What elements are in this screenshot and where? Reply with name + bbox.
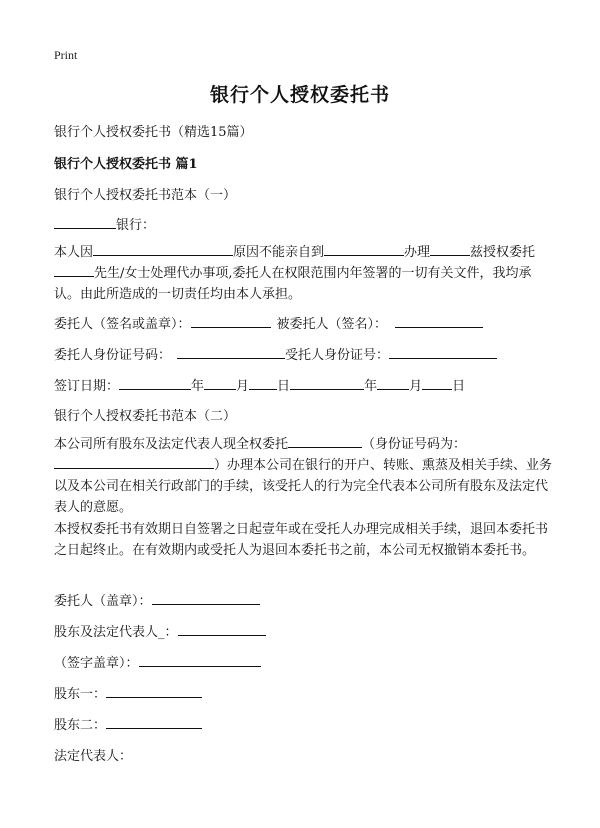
trustee-id-blank[interactable] [54, 455, 214, 469]
year-label-2: 年 [364, 379, 378, 394]
shareholder-2-label: 股东二： [54, 718, 107, 733]
validity-paragraph: 本授权委托书有效期日自签署之日起壹年或在受托人办理完成相关手续，退回本委托书之日起终止。在有效期内或受托人为退回本委托书之前，本公司无权撤销本委托书。 [54, 522, 549, 558]
matter-blank[interactable] [430, 242, 470, 256]
shareholder-2-blank[interactable] [106, 715, 202, 729]
month-label-2: 月 [409, 379, 423, 394]
template-heading-2: 银行个人授权委托书范本（二） [54, 409, 237, 424]
bank-line [54, 214, 155, 233]
sign-seal-blank[interactable] [139, 653, 261, 667]
agent-id-label: 受托人身份证号： [285, 348, 390, 363]
end-year-blank[interactable] [290, 376, 364, 390]
agent-signature-blank[interactable] [395, 314, 483, 328]
date-row [54, 375, 465, 394]
shareholders-rep-label: 股东及法定代表人_： [54, 625, 178, 640]
document-subtitle: 银行个人授权委托书（精选15篇） [54, 125, 253, 140]
agent-signature-label: 被委托人（签名）： [276, 317, 388, 332]
entrustor-seal-label: 委托人（盖章）： [54, 594, 152, 609]
p2-text-b: （身份证号码为： [362, 437, 467, 452]
legal-rep-row [54, 745, 132, 764]
end-month-blank[interactable] [377, 376, 409, 390]
entrustor-seal-row [54, 590, 260, 609]
authorization-paragraph-1 [54, 242, 554, 305]
entrustor-signature-label: 委托人（签名或盖章）： [54, 317, 191, 332]
day-label: 日 [277, 379, 291, 394]
bank-line-label: 银行： [116, 218, 156, 233]
shareholders-rep-row [54, 621, 266, 640]
p1-text-a: 本人因 [54, 245, 94, 260]
agent-name-blank[interactable] [54, 263, 94, 277]
entrustor-id-blank[interactable] [177, 345, 285, 359]
year-label: 年 [191, 379, 205, 394]
signature-row-1 [54, 313, 483, 332]
document-title: 银行个人授权委托书 [209, 84, 390, 106]
shareholder-1-blank[interactable] [106, 684, 202, 698]
sign-seal-row [54, 652, 261, 671]
shareholder-2-row [54, 714, 202, 733]
p1-text-c: 办理 [404, 245, 431, 260]
section-heading-1: 银行个人授权委托书 篇1 [54, 157, 198, 172]
day-label-2: 日 [452, 379, 466, 394]
date-label: 签订日期： [54, 379, 120, 394]
entrustor-seal-blank[interactable] [152, 591, 260, 605]
p1-text-d: 兹授权委托 [470, 245, 536, 260]
p1-text-e: 先生/女士处理代办事项,委托人在权限范围内年签署的一切有关文件，我均承认。由此所造成的一切责任均由本人承担。 [54, 266, 532, 302]
p2-text-a: 本公司所有股东及法定代表人现全权委托 [54, 437, 289, 452]
template-heading-1: 银行个人授权委托书范本（一） [54, 188, 237, 203]
p2-text-c: ）办理本公司在银行的开户、转账、熏蒸及相关手续、业务以及本公司在相关行政部门的手续，该受托人的行为完全代表本公司所有股东及法定代表人的意愿。 [54, 458, 553, 515]
start-day-blank[interactable] [249, 376, 277, 390]
legal-rep-label: 法定代表人： [54, 749, 133, 764]
trustee-name-blank[interactable] [288, 434, 362, 448]
start-year-blank[interactable] [119, 376, 191, 390]
reason-blank[interactable] [93, 242, 233, 256]
entrustor-id-label: 委托人身份证号码： [54, 348, 172, 363]
end-day-blank[interactable] [422, 376, 452, 390]
sign-seal-label: （签字盖章）： [54, 656, 139, 671]
authorization-paragraph-2 [54, 434, 554, 518]
month-label: 月 [236, 379, 250, 394]
agent-id-blank[interactable] [389, 345, 497, 359]
p1-text-b: 原因不能亲自到 [233, 245, 325, 260]
signature-row-2 [54, 344, 497, 363]
start-month-blank[interactable] [204, 376, 236, 390]
entrustor-signature-blank[interactable] [191, 314, 271, 328]
bank-name-blank[interactable] [54, 215, 116, 229]
place-blank[interactable] [324, 242, 404, 256]
print-link[interactable]: Print [54, 48, 78, 62]
shareholder-1-row [54, 683, 202, 702]
shareholder-1-label: 股东一： [54, 687, 107, 702]
shareholders-rep-blank[interactable] [178, 622, 266, 636]
